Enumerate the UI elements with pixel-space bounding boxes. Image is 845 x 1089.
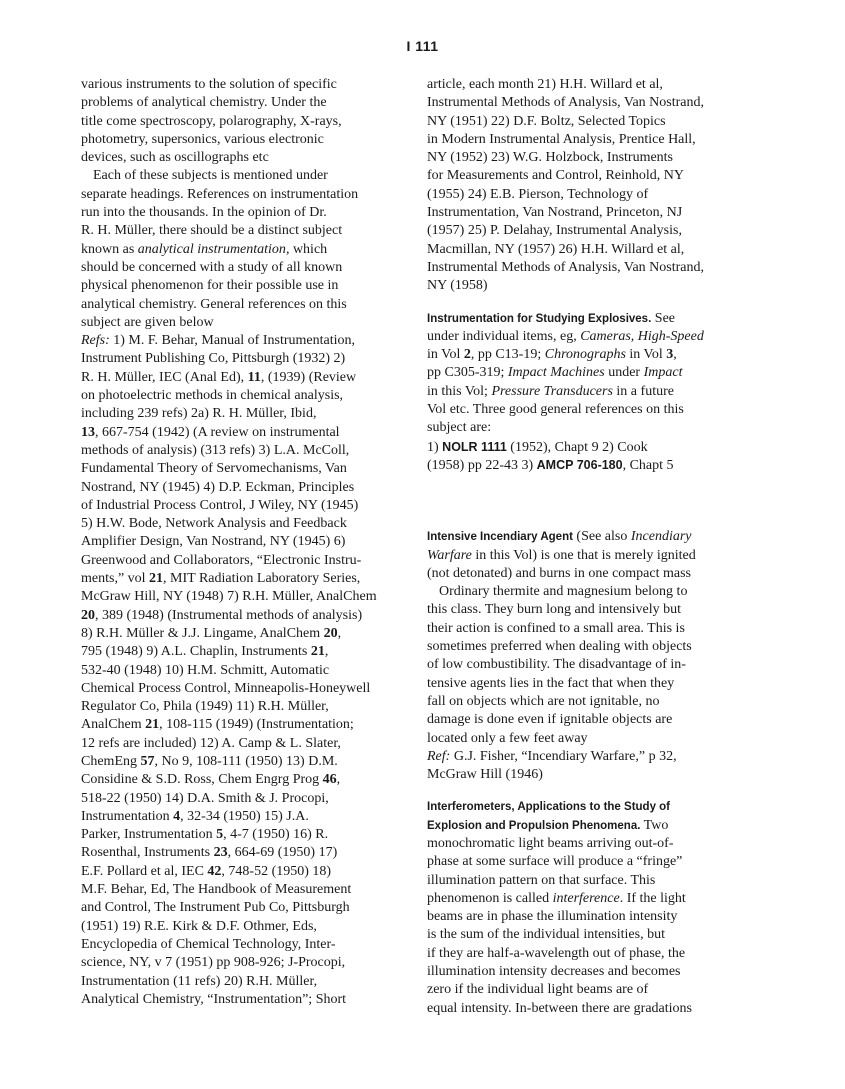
section-gap <box>427 784 749 798</box>
text-line <box>427 328 749 346</box>
text-line <box>427 890 749 908</box>
left-column <box>81 76 403 1009</box>
text-line: in Modern Instrumental Analysis, Prentice Hall, <box>427 131 696 147</box>
volume-number: 21 <box>149 571 164 587</box>
text-line: (1957) 25) P. Delahay, Instrumental Analysis, <box>427 223 682 239</box>
text-run: pp C305-319; <box>427 365 508 381</box>
italic-term: Chronographs <box>544 347 626 363</box>
text-line: McGraw Hill (1946) <box>427 767 543 783</box>
text-line: run into the thousands. In the opinion of Dr. <box>81 205 327 221</box>
text-line: article, each month 21) H.H. Willard et al, <box>427 77 663 92</box>
section-gap <box>427 296 749 310</box>
text-line: Macmillan, NY (1957) 26) H.H. Willard et al, <box>427 241 685 257</box>
volume-number: 21 <box>310 644 325 660</box>
text-line: Analytical Chemistry, “Instrumentation”; Short <box>81 991 347 1007</box>
text-line: title come spectroscopy, polarography, X-rays, <box>81 113 342 129</box>
text-line: separate headings. References on instrumentation <box>81 186 359 202</box>
text-line: on photoelectric methods in chemical analysis, <box>81 388 344 404</box>
text-run: in Vol <box>427 347 464 363</box>
text-run: , Chapt 5 <box>622 457 674 473</box>
text-line: Nostrand, NY (1945) 4) D.P. Eckman, Principles <box>81 479 355 495</box>
text-line <box>81 625 403 643</box>
volume-number: 46 <box>322 772 337 788</box>
text-run: (1952), Chapt 9 2) Cook <box>506 439 648 455</box>
text-line: M.F. Behar, Ed, The Handbook of Measurement <box>81 882 352 898</box>
text-line <box>81 753 403 771</box>
text-line: analytical chemistry. General references on this <box>81 296 347 312</box>
text-run: . If the light <box>619 890 686 906</box>
text-line: subject are: <box>427 420 492 436</box>
text-line <box>81 826 403 844</box>
text-line: Instrumental Methods of Analysis, Van Nostrand, <box>427 259 704 275</box>
text-line: Chemical Process Control, Minneapolis-Honeywell <box>81 680 371 696</box>
text-run: , No 9, 108-111 (1950) 13) D.M. <box>154 753 338 769</box>
text-line: 5) H.W. Bode, Network Analysis and Feedback <box>81 516 347 532</box>
text-line: beams are in phase the illumination intensity <box>427 909 678 925</box>
text-line: 518-22 (1950) 14) D.A. Smith & J. Procopi, <box>81 790 329 806</box>
italic-term: Incendiary <box>630 529 692 545</box>
volume-number: 23 <box>213 845 228 861</box>
text-line: of Industrial Process Control, J Wiley, NY (1945) <box>81 497 359 513</box>
text-line <box>427 748 749 766</box>
section-heading: Instrumentation for Studying Explosives. <box>427 312 652 325</box>
text-run: , <box>673 347 677 363</box>
text-run: , <box>324 644 329 660</box>
text-run: , <box>336 772 341 788</box>
text-line: is the sum of the individual intensities, but <box>427 927 665 943</box>
text-run: Considine & S.D. Ross, Chem Engrg Prog <box>81 772 323 788</box>
text-run: , 389 (1948) (Instrumental methods of analysis) <box>95 607 363 623</box>
volume-number: 11 <box>247 369 261 385</box>
volume-number: 13 <box>81 424 95 440</box>
text-line: various instruments to the solution of specific <box>81 77 337 92</box>
text-run: 8) R.H. Müller & J.J. Lingame, AnalChem <box>81 625 324 641</box>
text-line: their action is confined to a small area. This is <box>427 620 685 636</box>
right-column <box>427 76 749 1018</box>
ref-label: Ref: <box>427 748 451 764</box>
italic-term: Cameras, High-Speed <box>580 328 704 344</box>
text-run: Parker, Instrumentation <box>81 827 217 843</box>
text-run: 795 (1948) 9) A.L. Chaplin, Instruments <box>81 644 311 660</box>
text-line: (1955) 24) E.B. Pierson, Technology of <box>427 186 649 202</box>
volume-number: 4 <box>173 808 181 824</box>
text-line: illumination intensity decreases and becomes <box>427 964 681 980</box>
text-line: (1951) 19) R.E. Kirk & D.F. Othmer, Eds, <box>81 918 317 934</box>
section-heading: Interferometers, Applications to the Study of <box>427 801 671 814</box>
text-line <box>81 332 403 350</box>
text-line: Amplifier Design, Van Nostrand, NY (1945) 6) <box>81 534 346 550</box>
text-line: 12 refs are included) 12) A. Camp & L. Slater, <box>81 735 341 751</box>
text-run: , 108-115 (1949) (Instrumentation; <box>159 717 354 733</box>
italic-term: interference <box>552 890 620 906</box>
text-line: science, NY, v 7 (1951) pp 908-926; J-Procopi, <box>81 955 346 971</box>
text-line: for Measurements and Control, Reinhold, NY <box>427 168 685 184</box>
text-run: , MIT Radiation Laboratory Series, <box>163 571 361 587</box>
text-line <box>427 346 749 364</box>
text-run: in this Vol; <box>427 383 492 399</box>
volume-number: 2 <box>463 347 471 363</box>
text-line <box>81 716 403 734</box>
text-line <box>81 607 403 625</box>
text-run: R. H. Müller, IEC (Anal Ed), <box>81 369 248 385</box>
text-run: 1) M. F. Behar, Manual of Instrumentation, <box>109 333 355 349</box>
section-heading-line <box>427 528 749 546</box>
text-line: if they are half-a-wavelength out of phase, the <box>427 945 686 961</box>
text-run: E.F. Pollard et al, IEC <box>81 863 208 879</box>
text-line: Instrumental Methods of Analysis, Van Nostrand, <box>427 95 704 111</box>
text-line: Greenwood and Collaborators, “Electronic Instru- <box>81 552 362 568</box>
volume-number: 3 <box>666 347 674 363</box>
text-line: tensive agents lies in the fact that when they <box>427 675 675 691</box>
text-line: 532-40 (1948) 10) H.M. Schmitt, Automatic <box>81 662 330 678</box>
text-run: phenomenon is called <box>427 890 553 906</box>
text-line: photometry, supersonics, various electronic <box>81 131 324 147</box>
text-line: problems of analytical chemistry. Under the <box>81 95 327 111</box>
text-run: AnalChem <box>81 717 146 733</box>
text-run: Rosenthal, Instruments <box>81 845 214 861</box>
text-line: damage is done even if ignitable objects are <box>427 712 673 728</box>
text-line: Instrumentation (11 refs) 20) R.H. Müller, <box>81 973 318 989</box>
text-line <box>81 424 403 442</box>
text-line: physical phenomenon for their possible use in <box>81 278 339 294</box>
text-line: NY (1958) <box>427 278 488 294</box>
text-line: this class. They burn long and intensively but <box>427 602 682 618</box>
text-line: (not detonated) and burns in one compact mass <box>427 565 691 581</box>
text-run: , (1939) (Review <box>260 369 357 385</box>
volume-number: 5 <box>216 827 224 843</box>
page-number: I 111 <box>406 38 439 54</box>
text-run: under <box>604 365 644 381</box>
text-line <box>81 241 403 259</box>
section-heading-line <box>427 798 749 816</box>
text-line: equal intensity. In-between there are gradations <box>427 1000 692 1016</box>
text-run: in a future <box>612 383 674 399</box>
text-run: Instrumentation <box>81 808 174 824</box>
text-run: ments,” vol <box>81 571 150 587</box>
text-line: Fundamental Theory of Servomechanisms, Van <box>81 461 347 477</box>
text-line: Encyclopedia of Chemical Technology, Inter- <box>81 936 336 952</box>
text-run: , 667-754 (1942) (A review on instrumental <box>95 424 340 440</box>
report-code: AMCP 706-180 <box>536 457 623 472</box>
text-line: illumination pattern on that surface. This <box>427 872 656 888</box>
text-line <box>427 456 749 474</box>
text-line: fall on objects which are not ignitable, no <box>427 693 660 709</box>
text-line: McGraw Hill, NY (1948) 7) R.H. Müller, AnalChem <box>81 589 377 605</box>
italic-term: analytical instrumentation <box>137 241 286 257</box>
text-line <box>427 438 749 456</box>
volume-number: 42 <box>207 863 222 879</box>
text-line: devices, such as oscillographs etc <box>81 150 269 166</box>
text-run: 1) <box>427 439 443 455</box>
volume-number: 21 <box>145 717 160 733</box>
text-run: Two <box>640 817 669 833</box>
text-run: ChemEng <box>81 753 141 769</box>
text-line: of low combustibility. The disadvantage of in- <box>427 657 686 673</box>
text-line: and Control, The Instrument Pub Co, Pittsburgh <box>81 900 350 916</box>
text-run: (See also <box>572 529 631 545</box>
text-line: should be concerned with a study of all known <box>81 259 343 275</box>
text-line <box>427 383 749 401</box>
section-heading-line <box>427 817 749 835</box>
text-run: , 664-69 (1950) 17) <box>227 845 338 861</box>
text-run: G.J. Fisher, “Incendiary Warfare,” p 32, <box>450 748 677 764</box>
text-line: located only a few feet away <box>427 730 588 746</box>
italic-term: Pressure Transducers <box>491 383 613 399</box>
text-run: , <box>337 625 342 641</box>
text-line <box>81 863 403 881</box>
text-line: Vol etc. Three good general references on this <box>427 402 684 418</box>
section-gap <box>427 474 749 528</box>
text-line: subject are given below <box>81 314 214 330</box>
text-line: monochromatic light beams arriving out-of- <box>427 835 674 851</box>
volume-number: 57 <box>140 753 155 769</box>
text-line <box>427 364 749 382</box>
text-line: NY (1952) 23) W.G. Holzbock, Instruments <box>427 150 674 166</box>
section-heading: Intensive Incendiary Agent <box>427 531 573 544</box>
text-run: in this Vol) is one that is merely ignited <box>471 547 696 563</box>
text-line <box>81 771 403 789</box>
italic-term: Impact <box>643 365 683 381</box>
text-line <box>81 570 403 588</box>
text-line: Regulator Co, Phila (1949) 11) R.H. Müller, <box>81 699 329 715</box>
text-line: phase at some surface will produce a “fringe” <box>427 854 683 870</box>
text-line: Ordinary thermite and magnesium belong to <box>439 584 688 600</box>
text-run: under individual items, eg, <box>427 328 581 344</box>
text-line <box>427 547 749 565</box>
section-heading: Explosion and Propulsion Phenomena. <box>427 819 641 832</box>
text-line <box>81 808 403 826</box>
text-run: , 748-52 (1950) 18) <box>221 863 332 879</box>
report-code: NOLR 1111 <box>442 439 507 454</box>
text-run: , which <box>285 241 328 257</box>
text-run: in Vol <box>625 347 667 363</box>
text-run: , 4-7 (1950) 16) R. <box>223 827 329 843</box>
text-line: zero if the individual light beams are of <box>427 982 649 998</box>
text-line: Instrument Publishing Co, Pittsburgh (1932) 2) <box>81 351 346 367</box>
text-run: known as <box>81 241 138 257</box>
text-run: , 32-34 (1950) 15) J.A. <box>180 808 309 824</box>
italic-term: Impact Machines <box>507 365 605 381</box>
volume-number: 20 <box>323 625 338 641</box>
text-line: NY (1951) 22) D.F. Boltz, Selected Topics <box>427 113 666 129</box>
text-run: , pp C13-19; <box>470 347 545 363</box>
text-line: Instrumentation, Van Nostrand, Princeton, NJ <box>427 205 683 221</box>
text-run: See <box>651 310 675 326</box>
section-heading-line <box>427 310 749 328</box>
text-run: (1958) pp 22-43 3) <box>427 457 537 473</box>
text-line: sometimes preferred when dealing with objects <box>427 639 692 655</box>
text-line <box>81 369 403 387</box>
text-line: methods of analysis) (313 refs) 3) L.A. McColl, <box>81 442 350 458</box>
refs-label: Refs: <box>81 333 110 349</box>
volume-number: 20 <box>81 607 95 623</box>
text-line: R. H. Müller, there should be a distinct subject <box>81 223 343 239</box>
text-line: Each of these subjects is mentioned under <box>93 168 328 184</box>
text-line: including 239 refs) 2a) R. H. Müller, Ibid, <box>81 406 317 422</box>
italic-term: Warfare <box>427 547 472 563</box>
text-line <box>81 643 403 661</box>
text-line <box>81 844 403 862</box>
